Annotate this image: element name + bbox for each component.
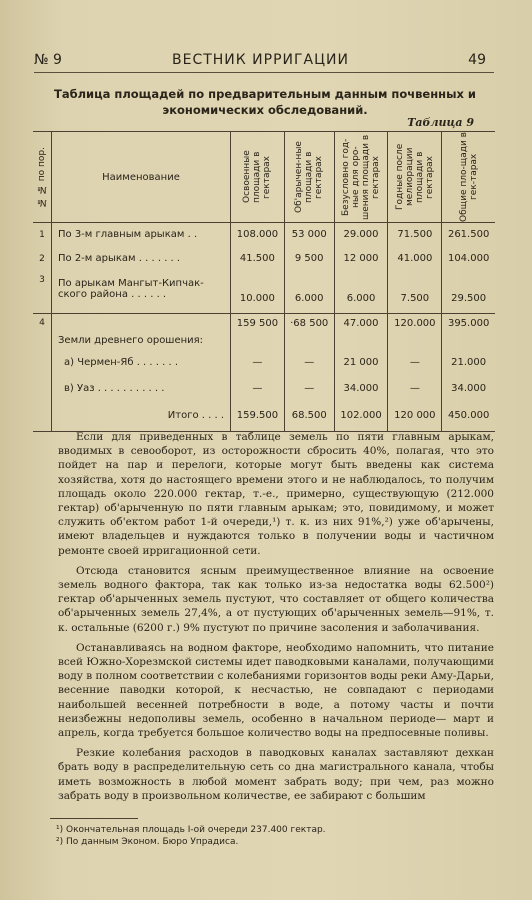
header-name: Наименование: [52, 132, 231, 223]
issue-number: № 9: [34, 52, 62, 68]
table-label: Таблица 9: [407, 116, 474, 129]
table-row: 2 По 2-м арыкам . . . . . . . 41.500 9 500 12 000 41.000 104.000: [33, 247, 495, 271]
table-total-row: Итого . . . . 159.500 68.500 102.000 120 000 450.000: [33, 401, 495, 431]
header-col2: Об'арычен-ные площади в гектарах: [284, 132, 334, 223]
paragraph: Отсюда становится ясным преимущественное влияние на освоение земель водного фактора, так как только из-за недостатка воды 62.500²) гектар об'арыченных земель пустуют, что составляет от общего количества об'арыченных земель 27,4%, а от пустующих об'арыченных земель—91%, т. к. остальные (6200 г.) 9% пустуют по причине засоления и заболачивания.: [58, 564, 494, 634]
data-table: [33, 131, 495, 432]
footnotes: [56, 824, 476, 848]
table-row: 3 По арыкам Мангыт-Кипчак-ского района . . . . . . 10.000 6.000 6.000 7.500 29.500: [33, 271, 495, 307]
table-header-row: [33, 132, 495, 223]
table-title: Таблица площадей по предварительным данным почвенных и экономических обследований.: [54, 87, 476, 117]
journal-title: ВЕСТНИК ИРРИГАЦИИ: [172, 52, 349, 68]
header-col4: Годные после мелиорации площади в гектарах: [388, 132, 442, 223]
header-col3: Безусловно год-ные для оро-шения площади в гектарах: [334, 132, 388, 223]
table-row: 1 По 3-м главным арыкам . . 108.000 53 000 29.000 71.500 261.500: [33, 223, 495, 247]
footnote-divider: [50, 818, 138, 819]
paragraph: Резкие колебания расходов в паводковых каналах заставляют дехкан брать воду в распределительную сеть со дна магистрального канала, чтобы иметь возможность в любой момент забрать воду; при чем, раз можно забрать воду в произвольном количестве, ее забирают с большим: [58, 747, 494, 802]
paragraph: Если для приведенных в таблице земель по пяти главным арыкам, вводимых в севооборот, из осторожности сбросить 40%, полагая, что это пойдет на пар и перелоги, которые могут быть введены как система хозяйства, хотя до настоящего времени этого и не наблюдалось, то получим площадь около 220.000 гектар, т.-е., примерно, существующую (212.000 гектар) об'арыченную по пяти главным арыкам; это, повидимому, и может служить об'ектом работ 1-й очереди,¹) т. к. из них 91%,²) уже об'арычены, имеют владельцев и нуждаются только в получении воды и частичном ремонте своей ирригационной сети.: [58, 431, 494, 557]
table-row: 4 Земли древнего орошения: 159 500 ·68 500 47.000 120.000 395.000: [33, 313, 495, 349]
running-header: [34, 50, 494, 73]
page-number: 49: [468, 52, 486, 68]
paragraph: Останавливаясь на водном факторе, необходимо напомнить, что питание всей Южно-Хорезмской системы идет паводковыми каналами, получающими воду в полном соответствии с колебаниями горизонтов воды реки Аму-Дарьи, весенние паводки которой, к несчастью, не совпадают с периодами наибольшей весенней потребности в воде, а потому часты и почти неизбежны недополивы земель, особенно в начальном периоде— март и апрель, когда требуется большое количество воды на предпосевные поливы.: [58, 641, 494, 740]
footnote: ¹) Окончательная площадь I-ой очереди 237.400 гектар.: [56, 825, 326, 835]
body-text: [58, 430, 494, 809]
header-col1: Освоенные площади в гектарах: [231, 132, 285, 223]
footnote: ²) По данным Эконом. Бюро Упрадиса.: [56, 837, 239, 847]
header-no: № № по пор.: [33, 132, 52, 223]
header-col5: Общие пло-щади в гек-тарах: [442, 132, 495, 223]
table-row: в) Уаз . . . . . . . . . . . — — 34.000 — 34.000: [33, 375, 495, 401]
table-row: а) Чермен-Яб . . . . . . . — — 21 000 — 21.000: [33, 349, 495, 375]
